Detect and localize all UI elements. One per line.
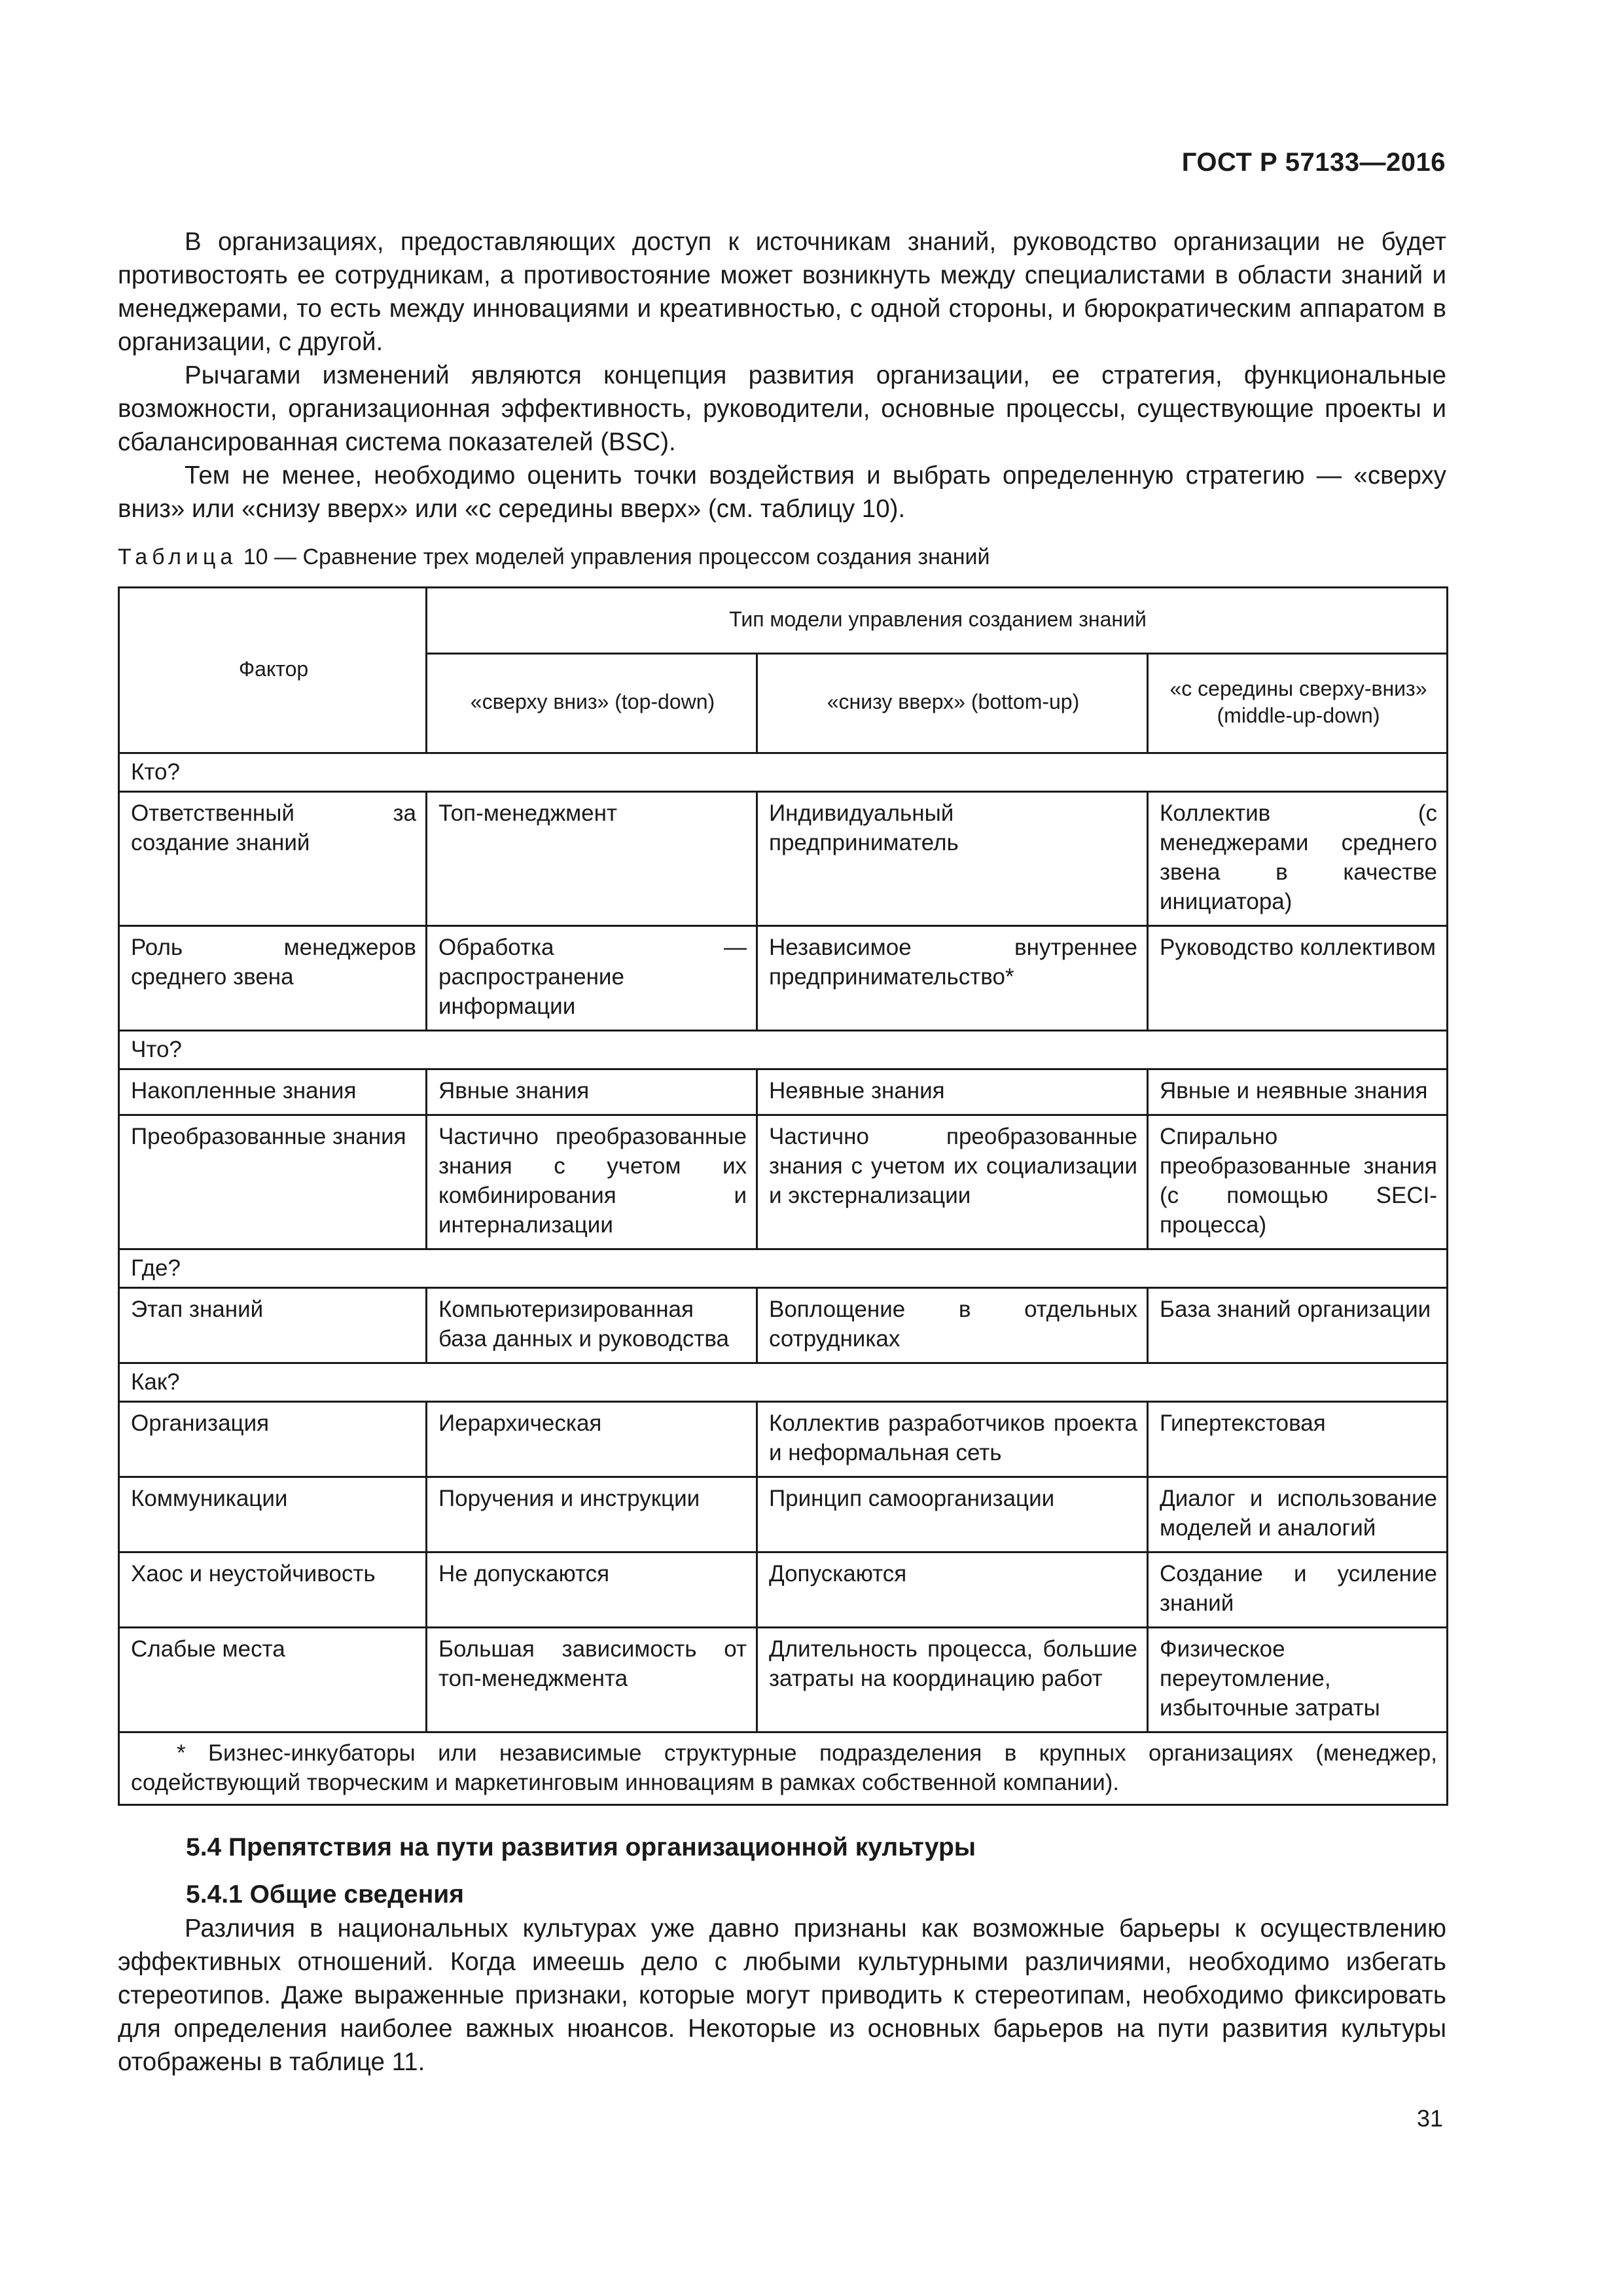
table-row: Роль менеджеров среднего звена Обработка — распространение информации Независимое внутреннее предпринимательство* Руководство коллективом	[119, 926, 1448, 1031]
table-row: Коммуникации Поручения и инструкции Принцип самоорганизации Диалог и использование моделей и аналогий	[119, 1477, 1448, 1552]
table-row: Преобразованные знания Частично преобразованные знания с учетом их комбинирования и интернализации Частично преобразованные знания с учетом их социализации и экстернализации Спирально преобразованные знания (с помощью SECI-процесса)	[119, 1115, 1448, 1249]
model-type-header: Тип модели управления созданием знаний	[427, 588, 1448, 654]
paragraph: Рычагами изменений являются концепция развития организации, ее стратегия, функциональные возможности, организационная эффективность, руководители, основные процессы, существующие проекты и сбалансированная система показателей (BSC).	[118, 361, 1446, 456]
section-row-how: Как?	[119, 1363, 1448, 1402]
table-row: Слабые места Большая зависимость от топ-менеджмента Длительность процесса, большие затраты на координацию работ Физическое переутомление, избыточные затраты	[119, 1628, 1448, 1732]
section-row-where: Где?	[119, 1249, 1448, 1288]
page-number: 31	[1416, 2105, 1443, 2132]
paragraph: Тем не менее, необходимо оценить точки воздействия и выбрать определенную стратегию — «сверху вниз» или «снизу вверх» или «с середины вверх» (см. таблицу 10).	[118, 461, 1446, 523]
table-caption-label: Таблица	[118, 545, 238, 569]
table-row: Ответственный за создание знаний Топ-менеджмент Индивидуальный предприниматель Коллектив (с менеджерами среднего звена в качестве инициатора)	[119, 792, 1448, 926]
factor-header: Фактор	[119, 588, 427, 753]
table-caption-text: 10 — Сравнение трех моделей управления процессом создания знаний	[243, 545, 990, 569]
paragraph: В организациях, предоставляющих доступ к источникам знаний, руководство организации не будет противостоять ее сотрудникам, а противостояние может возникнуть между специалистами в области знаний и менеджерами, то есть между инновациями и креативностью, с одной стороны, и бюрократическим аппаратом в организации, с другой.	[118, 228, 1446, 356]
paragraph: Различия в национальных культурах уже давно признаны как возможные барьеры к осуществлению эффективных отношений. Когда имеешь дело с любыми культурными различиями, необходимо избегать стереотипов. Даже выраженные признаки, которые могут приводить к стереотипам, необходимо фиксировать для определения наиболее важных нюансов. Некоторые из основных барьеров на пути развития культуры отображены в таблице 11.	[118, 1914, 1446, 2076]
top-down-header: «сверху вниз» (top-down)	[427, 654, 757, 753]
table-row: Этап знаний Компьютеризированная база данных и руководства Воплощение в отдельных сотрудниках База знаний организации	[119, 1288, 1448, 1363]
section-heading: 5.4 Препятствия на пути развития организационной культуры	[186, 1833, 976, 1861]
page-body	[118, 225, 1446, 2079]
table-header-row	[119, 588, 1448, 654]
bottom-up-header: «снизу вверх» (bottom-up)	[757, 654, 1148, 753]
comparison-table	[118, 586, 1448, 1806]
middle-up-down-header: «с середины сверху-вниз» (middle-up-down)	[1148, 654, 1448, 753]
subsection-heading: 5.4.1 Общие сведения	[186, 1880, 464, 1909]
table-footnote-row	[119, 1732, 1448, 1805]
table-row: Организация Иерархическая Коллектив разработчиков проекта и неформальная сеть Гипертекстовая	[119, 1402, 1448, 1477]
table-row: Хаос и неустойчивость Не допускаются Допускаются Создание и усиление знаний	[119, 1552, 1448, 1628]
table-row: Накопленные знания Явные знания Неявные знания Явные и неявные знания	[119, 1069, 1448, 1115]
section-row-who: Кто?	[119, 753, 1448, 792]
document-code: ГОСТ Р 57133—2016	[1181, 148, 1446, 177]
table-footnote: * Бизнес-инкубаторы или независимые структурные подразделения в крупных организациях (менеджер, содействующий творческим и маркетинговым инновациям в рамках собственной компании).	[119, 1732, 1448, 1805]
section-row-what: Что?	[119, 1031, 1448, 1069]
table-caption	[118, 542, 1446, 572]
